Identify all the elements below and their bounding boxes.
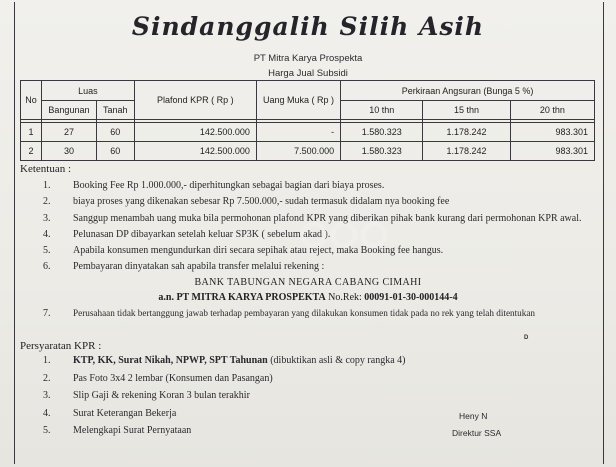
header-bangunan: Bangunan [42,101,97,120]
persyaratan-list [20,355,600,443]
cell-15-thn: 1.178.242 [423,123,510,142]
table-row [21,142,595,161]
item-text: Pembayaran dinyatakan sah apabila transfer melalui rekening : [73,261,325,273]
item-number: 4. [43,228,51,240]
table-row [21,123,595,142]
item-number: 1. [43,180,51,191]
list-item [20,373,600,391]
header-15-thn: 15 thn [423,101,510,120]
list-item [20,390,600,408]
account-label: No.Rek: [328,292,362,303]
cell-no: 2 [21,142,42,161]
item-number: 5. [43,245,51,257]
cell-20-thn: 983.301 [510,142,594,161]
list-item [20,408,600,426]
company-name: PT Mitra Karya Prospekta [253,53,363,64]
account-number: 00091-01-30-000144-4 [364,292,458,303]
account-holder: a.n. PT MITRA KARYA PROSPEKTA [158,292,326,303]
cell-tanah: 60 [96,123,134,142]
list-item [20,355,600,373]
cell-20-thn: 983.301 [510,123,594,142]
item-text-wrap [73,355,405,366]
stamp-marker: D [524,335,529,341]
cell-bangunan: 27 [42,123,97,142]
cell-bangunan: 30 [42,142,97,161]
bank-name: BANK TABUNGAN NEGARA CABANG CIMAHI [194,277,422,288]
item-number: 6. [43,261,51,273]
cell-plafond: 142.500.000 [134,123,256,142]
item-number: 2. [43,196,51,208]
ketentuan-list-cont [20,308,600,324]
item-number: 1. [43,355,51,366]
item-text: Apabila konsumen mengundurkan diri secara sepihak atau reject, maka Booking fee hangus. [73,245,444,257]
item-text: Pelunasan DP dibayarkan setelah keluar SP3K ( sebelum akad ). [73,228,331,240]
cell-uang-muka: - [256,123,340,142]
list-item [20,196,600,212]
cell-plafond: 142.500.000 [134,142,256,161]
cell-no: 1 [21,123,42,142]
item-number: 7. [43,308,51,319]
item-text: Surat Keterangan Bekerja [73,407,177,419]
header-20-thn: 20 thn [510,101,594,120]
ketentuan-title: Ketentuan : [20,163,72,175]
header-10-thn: 10 thn [341,101,423,120]
signer-name: Heny N [459,411,488,421]
item-text-bold: KTP, KK, Surat Nikah, NPWP, SPT Tahunan [73,355,268,366]
item-text: Melengkapi Surat Pernyataan [73,425,192,436]
watermark-logo [300,213,390,257]
item-text: Sanggup menambah uang muka bila permohonan plafond KPR yang diberikan pihak bank kurang dari permohonan KPR awal. [73,212,582,224]
cell-10-thn: 1.580.323 [341,123,423,142]
item-text: biaya proses yang dikenakan sebesar Rp 7.500.000,- sudah termasuk didalam nya booking fee [73,196,450,208]
header-tanah: Tanah [96,101,134,120]
persyaratan-title: Persyaratan KPR : [20,340,102,352]
item-text: Slip Gaji & rekening Koran 3 bulan terakhir [73,390,250,401]
list-item [20,261,600,277]
cell-tanah: 60 [96,142,134,161]
item-text: Perusahaan tidak bertanggung jawab terhadap pembayaran yang dilakukan konsumen tidak pada no rek yang telah ditentukan [73,308,536,318]
signer-position: Direktur SSA [452,428,502,438]
list-item [20,425,600,443]
price-table [20,80,595,161]
item-text: (dibuktikan asli & copy rangka 4) [267,355,406,366]
item-number: 3. [43,390,51,401]
item-text: Pas Foto 3x4 2 lembar (Konsumen dan Pasangan) [73,372,273,384]
cell-uang-muka: 7.500.000 [256,142,340,161]
header-luas: Luas [42,81,135,101]
item-number: 3. [43,212,51,224]
bank-account [0,292,616,303]
document-subtitle: Harga Jual Subsidi [268,68,348,79]
document-title: Sindanggalih Silih Asih [131,12,485,41]
header-uang-muka: Uang Muka ( Rp ) [256,81,340,120]
item-number: 4. [43,407,51,419]
cell-10-thn: 1.580.323 [341,142,423,161]
header-plafond: Plafond KPR ( Rp ) [134,81,256,120]
item-number: 2. [43,372,51,384]
item-text: Booking Fee Rp 1.000.000,- diperhitungkan sebagai bagian dari biaya proses. [73,180,385,191]
list-item [20,308,600,324]
header-angsuran: Perkiraan Angsuran (Bunga 5 %) [341,81,595,101]
cell-15-thn: 1.178.242 [423,142,510,161]
header-no: No [21,81,42,120]
list-item [20,180,600,196]
item-number: 5. [43,425,51,436]
